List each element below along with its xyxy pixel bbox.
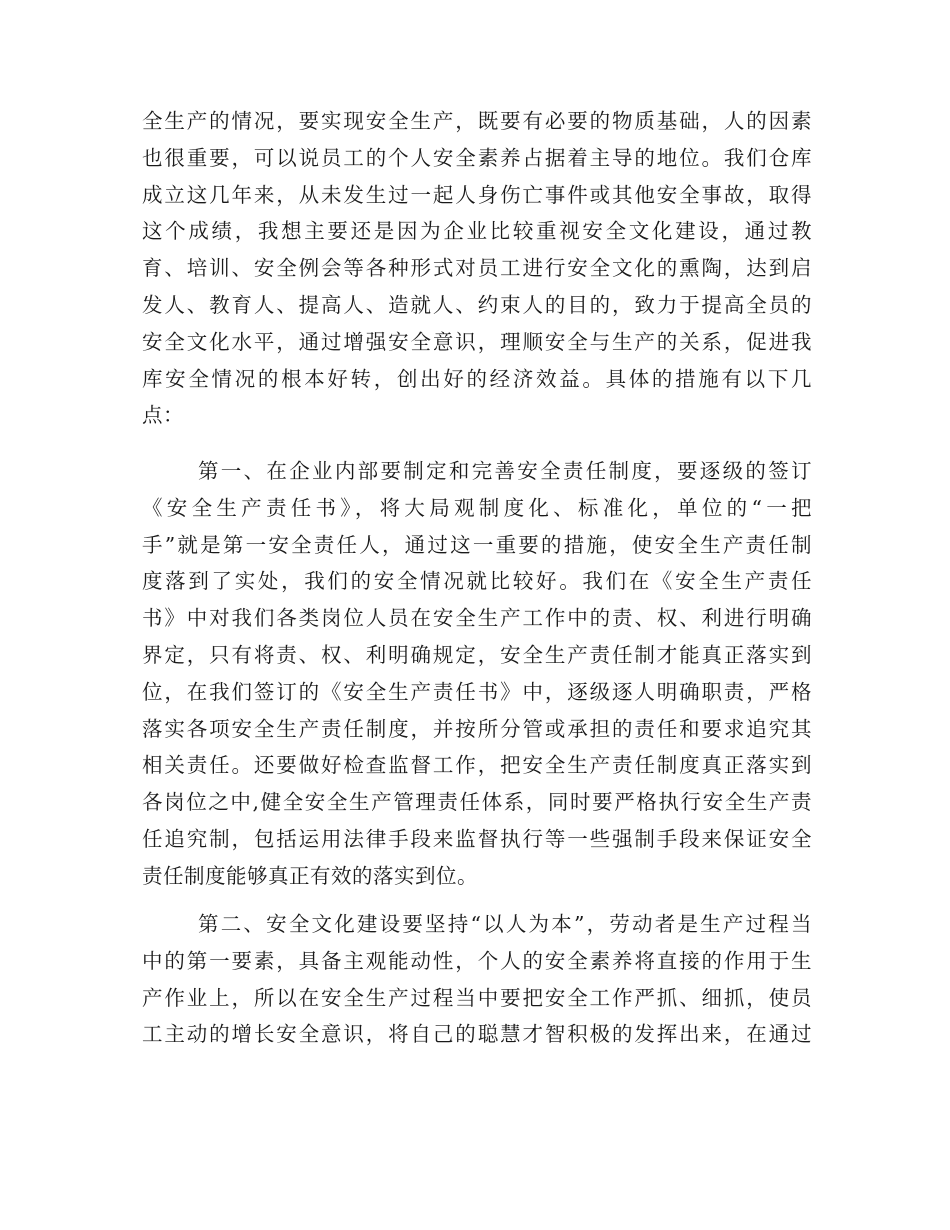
text-line: 手”就是第一安全责任人，通过这一重要的措施，使安全生产责任制 <box>142 532 812 557</box>
paragraph-intro <box>142 103 812 434</box>
text-line: 也很重要，可以说员工的个人安全素养占据着主导的地位。我们仓库 <box>142 145 812 170</box>
text-line: 全生产的情况，要实现安全生产，既要有必要的物质基础，人的因素 <box>142 109 812 133</box>
text-line: 相关责任。还要做好检查监督工作，把安全生产责任制度真正落实到 <box>142 753 812 778</box>
text-line: 发人、教育人、提高人、造就人、约束人的目的，致力于提高全员的 <box>142 292 812 317</box>
text-line: 各岗位之中,健全安全生产管理责任体系，同时要严格执行安全生产责 <box>142 790 812 815</box>
text-line: 这个成绩，我想主要还是因为企业比较重视安全文化建设，通过教 <box>142 219 812 244</box>
text-line: 育、培训、安全例会等各种形式对员工进行安全文化的熏陶，达到启 <box>142 256 812 281</box>
text-line: 责任制度能够真正有效的落实到位。 <box>142 863 478 888</box>
text-line: 度落到了实处，我们的安全情况就比较好。我们在《安全生产责任 <box>142 569 812 594</box>
text-line: 成立这几年来，从未发生过一起人身伤亡事件或其他安全事故，取得 <box>142 182 812 207</box>
paragraph-first-measure <box>142 453 812 895</box>
text-line: 位，在我们签订的《安全生产责任书》中，逐级逐人明确职责，严格 <box>142 679 812 704</box>
text-line: 落实各项安全生产责任制度，并按所分管或承担的责任和要求追究其 <box>142 716 812 741</box>
paragraph-second-measure <box>142 906 812 1053</box>
text-line: 工主动的增长安全意识，将自己的聪慧才智积极的发挥出来，在通过 <box>142 1022 812 1047</box>
text-line: 任追究制，包括运用法律手段来监督执行等一些强制手段来保证安全 <box>142 826 812 851</box>
text-line: 《安全生产责任书》，将大局观制度化、标准化，单位的“一把 <box>142 495 812 520</box>
text-line: 第一、在企业内部要制定和完善安全责任制度，要逐级的签订 <box>198 459 812 483</box>
text-line: 书》中对我们各类岗位人员在安全生产工作中的责、权、利进行明确 <box>142 606 812 631</box>
text-line: 安全文化水平，通过增强安全意识，理顺安全与生产的关系，促进我 <box>142 329 812 354</box>
text-line: 点： <box>142 403 184 428</box>
text-line: 产作业上，所以在安全生产过程当中要把安全工作严抓、细抓，使员 <box>142 985 812 1010</box>
text-line: 库安全情况的根本好转，创出好的经济效益。具体的措施有以下几 <box>142 366 812 391</box>
text-line: 第二、安全文化建设要坚持“以人为本”，劳动者是生产过程当 <box>198 912 812 936</box>
text-line: 界定，只有将责、权、利明确规定，安全生产责任制才能真正落实到 <box>142 642 812 667</box>
text-line: 中的第一要素，具备主观能动性，个人的安全素养将直接的作用于生 <box>142 948 812 973</box>
